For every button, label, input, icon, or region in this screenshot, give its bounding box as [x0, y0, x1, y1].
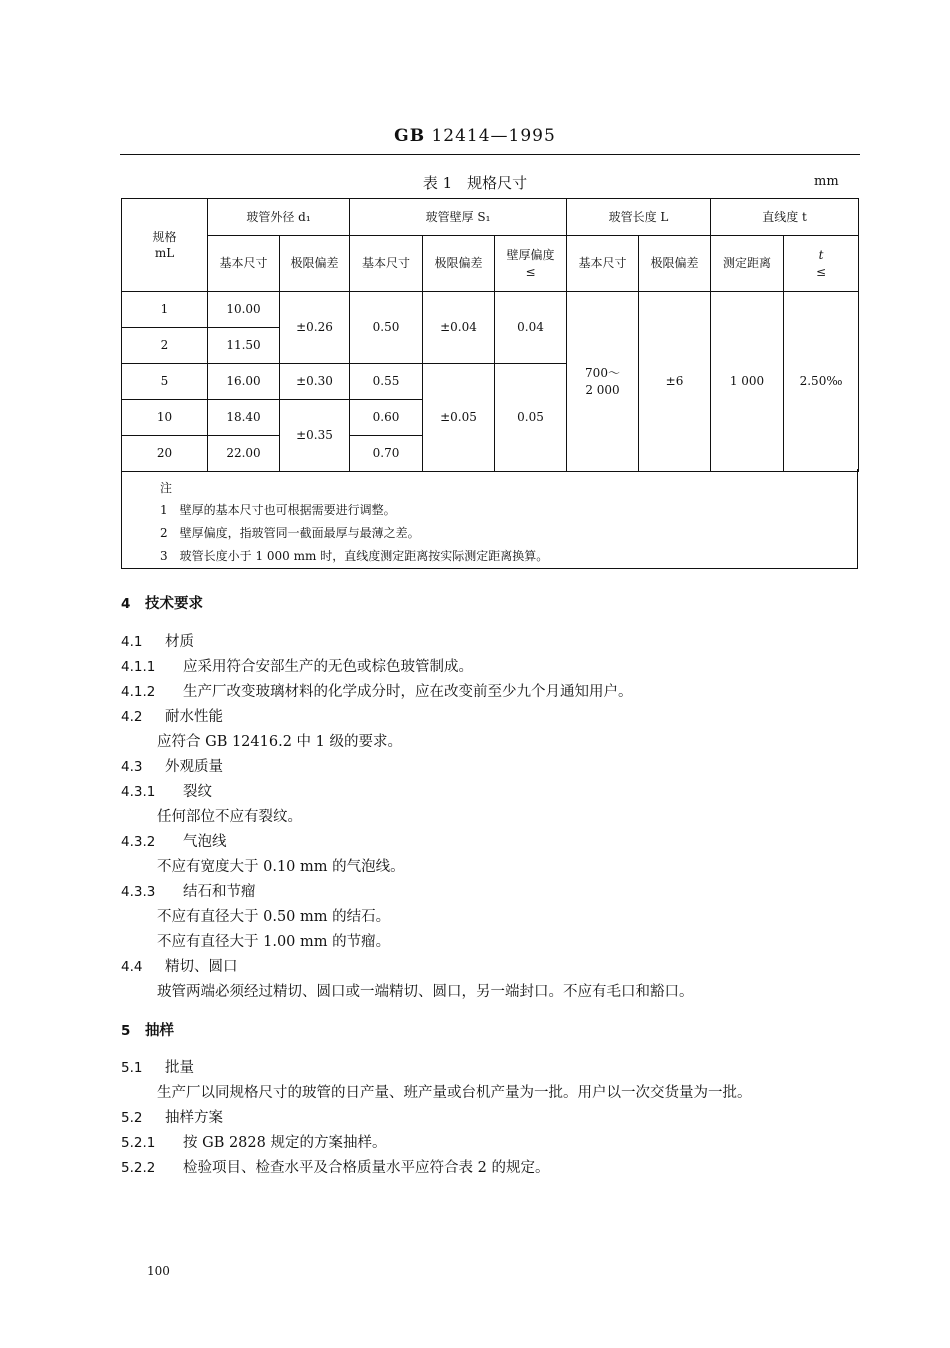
sub-base: 基本尺寸 [567, 236, 639, 292]
clause-heading: 5.1 批量 [121, 1060, 194, 1076]
table-subheader-row [122, 236, 859, 292]
cell-measure: 1 000 [711, 292, 784, 472]
cell-tol: ±0.26 [280, 292, 350, 364]
clause-text: 4.1.1 应采用符合安部生产的无色或棕色玻管制成。 [121, 659, 473, 675]
sub-tol: 极限偏差 [280, 236, 350, 292]
sub-wall-dev: 壁厚偏度 ≤ [495, 236, 567, 292]
cell-wall: 0.55 [350, 364, 423, 400]
clause-body: 应符合 GB 12416.2 中 1 级的要求。 [157, 734, 402, 750]
table-unit: mm [814, 174, 839, 189]
cell-outer: 18.40 [208, 400, 280, 436]
grp-wall: 玻管壁厚 S₁ [350, 199, 567, 236]
cell-tol: ±0.35 [280, 400, 350, 472]
table-header-row [122, 199, 859, 236]
cell-wall: 0.70 [350, 436, 423, 472]
clause-body: 不应有宽度大于 0.10 mm 的气泡线。 [157, 859, 405, 875]
clause-body: 玻管两端必须经过精切、圆口或一端精切、圆口，另一端封口。不应有毛口和豁口。 [157, 984, 694, 1000]
page-number: 100 [147, 1264, 170, 1278]
cell-wall-tol: ±0.04 [423, 292, 495, 364]
clause-body: 不应有直径大于 0.50 mm 的结石。 [157, 909, 391, 925]
cell-outer: 11.50 [208, 328, 280, 364]
clause-heading: 4.3.2 气泡线 [121, 834, 227, 850]
cell-outer: 22.00 [208, 436, 280, 472]
clause-text: 5.2.2 检验项目、检查水平及合格质量水平应符合表 2 的规定。 [121, 1160, 550, 1176]
sub-base: 基本尺寸 [208, 236, 280, 292]
clause-heading: 4.3.3 结石和节瘤 [121, 884, 256, 900]
sub-base: 基本尺寸 [350, 236, 423, 292]
sub-t: t ≤ [784, 236, 859, 292]
cell-outer: 16.00 [208, 364, 280, 400]
standard-number: 12414—1995 [431, 126, 556, 146]
cell-spec: 2 [122, 328, 208, 364]
standard-code [0, 126, 950, 146]
table-notes [121, 469, 858, 569]
sub-measure: 测定距离 [711, 236, 784, 292]
cell-length-tol: ±6 [639, 292, 711, 472]
cell-outer: 10.00 [208, 292, 280, 328]
cell-tol: ±0.30 [280, 364, 350, 400]
table-row [122, 292, 859, 328]
sub-tol: 极限偏差 [423, 236, 495, 292]
cell-wall-dev: 0.04 [495, 292, 567, 364]
section-heading: 4 技术要求 [121, 595, 203, 612]
cell-wall: 0.60 [350, 400, 423, 436]
sub-tol: 极限偏差 [639, 236, 711, 292]
note-item: 3 玻管长度小于 1 000 mm 时，直线度测定距离按实际测定距离换算。 [160, 549, 549, 563]
clause-body: 不应有直径大于 1.00 mm 的节瘤。 [157, 934, 391, 950]
grp-length: 玻管长度 L [567, 199, 711, 236]
cell-spec: 20 [122, 436, 208, 472]
clause-text: 5.2.1 按 GB 2828 规定的方案抽样。 [121, 1135, 387, 1151]
clause-heading: 4.3 外观质量 [121, 759, 223, 775]
table-caption: 表 1 规格尺寸 [422, 174, 528, 192]
cell-length-base: 700～ 2 000 [567, 292, 639, 472]
clause-heading: 4.1 材质 [121, 634, 194, 650]
clause-body: 生产厂以同规格尺寸的玻管的日产量、班产量或台机产量为一批。用户以一次交货量为一批。 [157, 1085, 752, 1101]
standard-prefix: GB [394, 126, 426, 146]
cell-t-value: 2.50‰ [784, 292, 859, 472]
col-spec: 规格 mL [122, 199, 208, 292]
cell-wall-dev: 0.05 [495, 364, 567, 472]
note-item: 1 壁厚的基本尺寸也可根据需要进行调整。 [160, 503, 396, 517]
clause-heading: 4.4 精切、圆口 [121, 959, 238, 975]
cell-spec: 10 [122, 400, 208, 436]
notes-title: 注 [160, 481, 173, 495]
cell-spec: 1 [122, 292, 208, 328]
clause-body: 任何部位不应有裂纹。 [157, 809, 302, 825]
cell-spec: 5 [122, 364, 208, 400]
spec-table [121, 198, 859, 472]
header-rule [120, 154, 860, 155]
section-heading: 5 抽样 [121, 1022, 174, 1039]
note-item: 2 壁厚偏度，指玻管同一截面最厚与最薄之差。 [160, 526, 420, 540]
cell-wall: 0.50 [350, 292, 423, 364]
grp-outer: 玻管外径 d₁ [208, 199, 350, 236]
clause-heading: 4.3.1 裂纹 [121, 784, 212, 800]
clause-heading: 4.2 耐水性能 [121, 709, 223, 725]
clause-text: 4.1.2 生产厂改变玻璃材料的化学成分时，应在改变前至少九个月通知用户。 [121, 684, 633, 700]
clause-heading: 5.2 抽样方案 [121, 1110, 223, 1126]
grp-straight: 直线度 t [711, 199, 859, 236]
cell-wall-tol: ±0.05 [423, 364, 495, 472]
